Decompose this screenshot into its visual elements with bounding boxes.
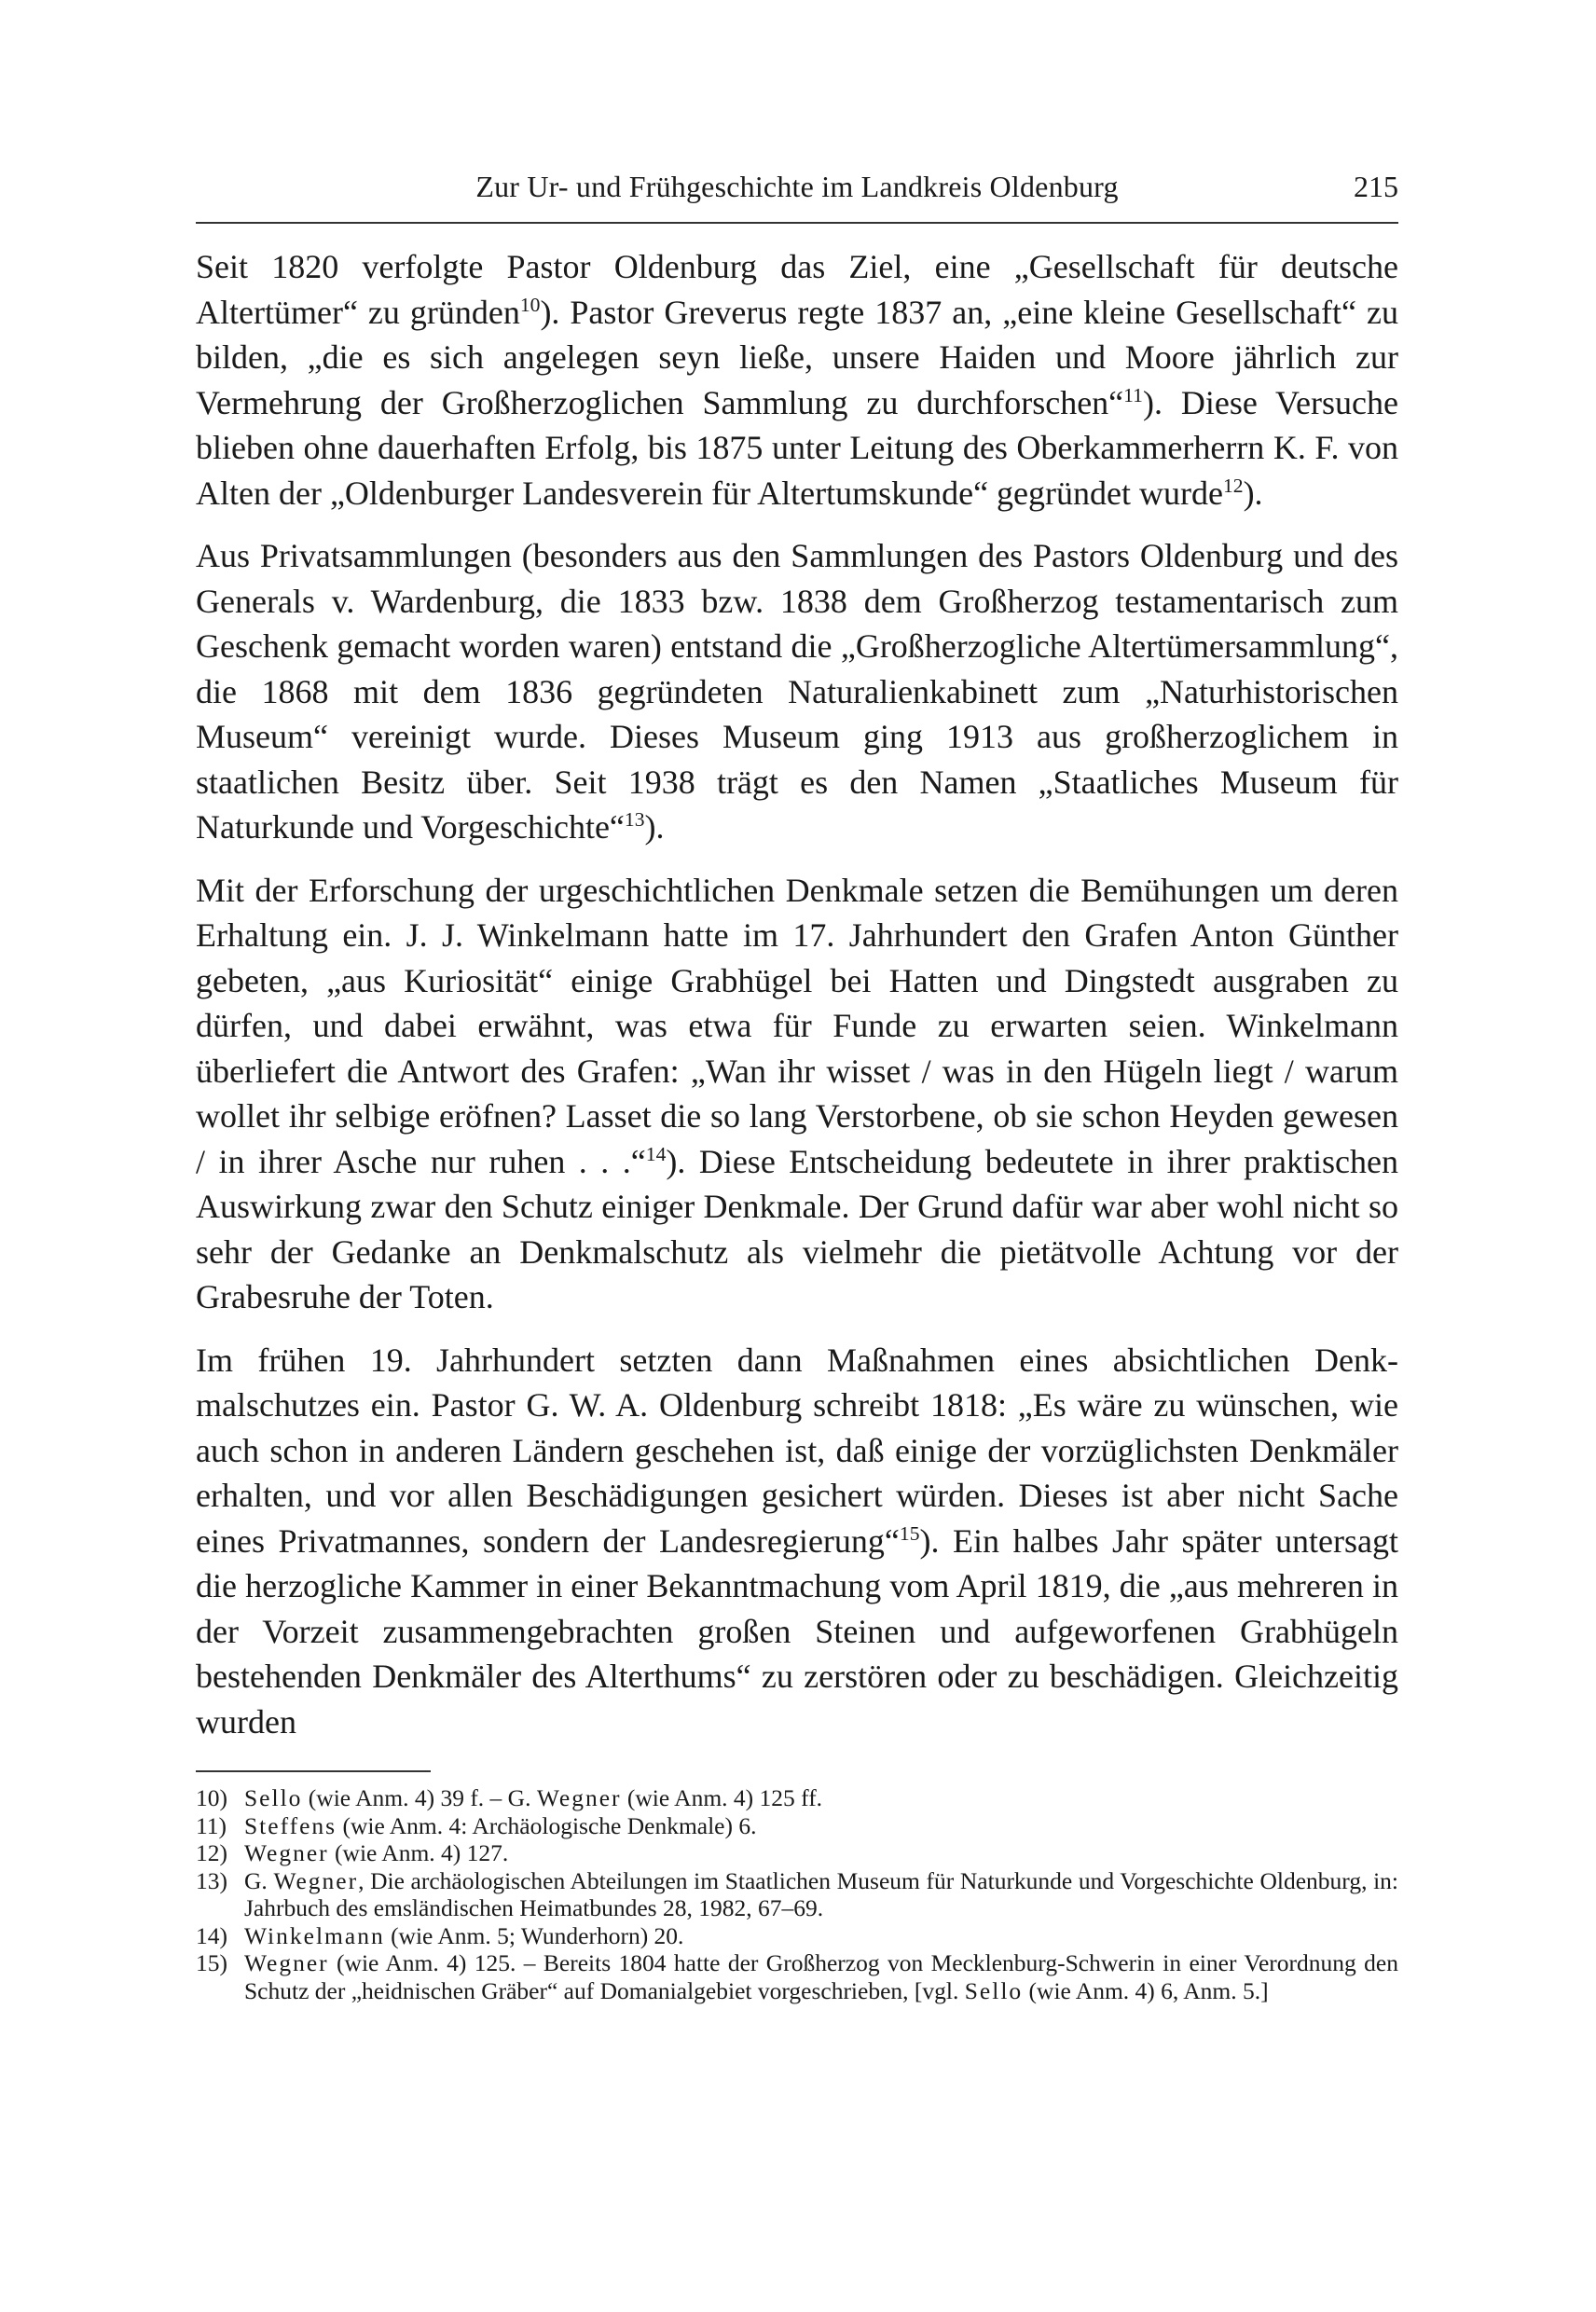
- footnote-author: Wegner: [273, 1866, 359, 1894]
- footnote-ref-11[interactable]: 11: [1123, 383, 1143, 406]
- footnote-11: 11) Steffens (wie Anm. 4: Archäologische Denkmale) 6.: [196, 1811, 757, 1839]
- footnote-15: 15) Wegner (wie Anm. 4) 125. – Bereits 1804 hatte der Großherzog von Mecklenburg-Schwerin in einer Verordnung den Schutz der „heidnischen Gräber“ auf Domanialgebiet vorgeschrieben, [vgl. Sello (wie Anm. 4) 6, Anm. 5.]: [196, 1949, 1398, 2004]
- footnote-label: 12): [196, 1839, 227, 1866]
- page-number: 215: [1354, 170, 1398, 203]
- footnote-ref-15[interactable]: 15: [899, 1521, 920, 1545]
- footnote-12: 12) Wegner (wie Anm. 4) 127.: [196, 1839, 509, 1866]
- paragraph-1: Seit 1820 verfolgte Pastor Oldenburg das Ziel, eine „Gesellschaft für deutsche Altertümer“ zu gründen$^{10}$). Pastor Greverus regte 1837 an, „eine kleine Gesellschaft“ zu bilden, „die es sich angelegen seyn ließe, unsere Haiden und Moore jährlich zur Vermehrung der Großherzoglichen Sammlung zu durchforschen“$^{11}$). Diese Versuche blieben ohne dauerhaften Erfolg, bis 1875 unter Leitung des Oberkammerherrn K. F. von Alten der „Oldenburger Landesverein für Altertumskunde“ gegründet wurde$^{12}$).: [196, 248, 1398, 512]
- paragraph-2: Aus Privatsammlungen (besonders aus den Sammlungen des Pastors Oldenburg und des Generals v. Wardenburg, die 1833 bzw. 1838 dem Großherzog testamentarisch zum Geschenk gemacht worden waren) entstand die „Großherzogliche Altertümersammlung“, die 1868 mit dem 1836 gegründeten Naturalienkabinett zum „Naturhistorischen Museum“ vereinigt wurde. Dieses Museum ging 1913 aus großherzoglichem in staatlichen Besitz über. Seit 1938 trägt es den Namen „Staatliches Museum für Naturkunde und Vorgeschichte“$^{13}$).: [196, 537, 1398, 846]
- footnote-13: 13) G. Wegner, Die archäologischen Abteilungen im Staatlichen Museum für Naturkunde und Vorgeschichte Oldenburg, in: Jahrbuch des emsländischen Heimatbundes 28, 1982, 67–69.: [196, 1866, 1398, 1921]
- paragraph-4: Im frühen 19. Jahrhundert setzten dann Maßnahmen eines absichtlichen Denkmalschutzes ein. Pastor G. W. A. Oldenburg schreibt 1818: „Es wäre zu wünschen, wie auch schon in anderen Ländern geschehen ist, daß einige der vorzüglichsten Denkmäler erhalten, und vor allen Beschädigungen gesichert würden. Dieses ist aber nicht Sache eines Privatmannes, sondern der Landesregierung“$^{15}$). Ein halbes Jahr später untersagt die herzogliche Kammer in einer Bekanntmachung vom April 1819, die „aus mehreren in der Vorzeit zusammengebrachten großen Steinen und aufgeworfenen Grabhügeln bestehenden Denkmäler des Alterthums“ zu zerstören oder zu beschädigen. Gleichzeitig wurden: [196, 1341, 1398, 1741]
- paragraph-3: Mit der Erforschung der urgeschichtlichen Denkmale setzen die Bemühungen um deren Erhaltung ein. J. J. Winkelmann hatte im 17. Jahrhundert den Grafen Anton Günther gebeten, „aus Kuriosität“ einige Grabhügel bei Hatten und Dingstedt ausgraben zu dürfen, und dabei erwähnt, was etwa für Funde zu erwarten seien. Winkelmann überliefert die Antwort des Grafen: „Wan ihr wisset / was in den Hügeln liegt / warum wollet ihr selbige eröfnen? Lasset die so lang Verstorbene, ob sie schon Heyden gewesen / in ihrer Asche nur ruhen . . .“$^{14}$). Diese Entscheidung bedeutete in ihrer praktischen Auswirkung zwar den Schutz einiger Denkmale. Der Grund dafür war aber wohl nicht so sehr der Gedanke an Denkmalschutz als vielmehr die pietätvolle Achtung vor der Grabesruhe der Toten.: [196, 871, 1399, 1315]
- body-text: [196, 244, 1398, 1762]
- footnote-label: 13): [196, 1866, 227, 1894]
- footnote-ref-10[interactable]: 10: [519, 293, 541, 316]
- footnote-label: 10): [196, 1784, 227, 1811]
- footnote-14: 14) Winkelmann (wie Anm. 5; Wunderhorn) 20.: [196, 1921, 684, 1949]
- footnote-label: 15): [196, 1949, 227, 1976]
- footnote-author: Wegner: [244, 1949, 329, 1976]
- footnote-author: Wegner: [536, 1784, 622, 1811]
- running-head: [196, 166, 1398, 224]
- footnote-author: Winkelmann: [244, 1921, 385, 1949]
- book-page: [196, 0, 1398, 2312]
- footnote-label: 14): [196, 1921, 227, 1949]
- footnote-author: Steffens: [244, 1811, 337, 1839]
- footnote-rule: [196, 1770, 431, 1772]
- footnote-author: Sello: [244, 1784, 303, 1811]
- footnotes: [196, 1784, 1398, 2004]
- footnote-label: 11): [196, 1811, 227, 1839]
- footnote-ref-12[interactable]: 12: [1222, 474, 1244, 497]
- footnote-author: Sello: [964, 1976, 1024, 2004]
- footnote-10: 10) Sello (wie Anm. 4) 39 f. – G. Wegner (wie Anm. 4) 125 ff.: [196, 1784, 823, 1811]
- footnote-ref-14[interactable]: 14: [645, 1142, 667, 1165]
- footnote-author: Wegner: [244, 1839, 329, 1866]
- footnote-ref-13[interactable]: 13: [624, 808, 645, 831]
- running-title: Zur Ur- und Frühgeschichte im Landkreis Oldenburg: [475, 170, 1119, 203]
